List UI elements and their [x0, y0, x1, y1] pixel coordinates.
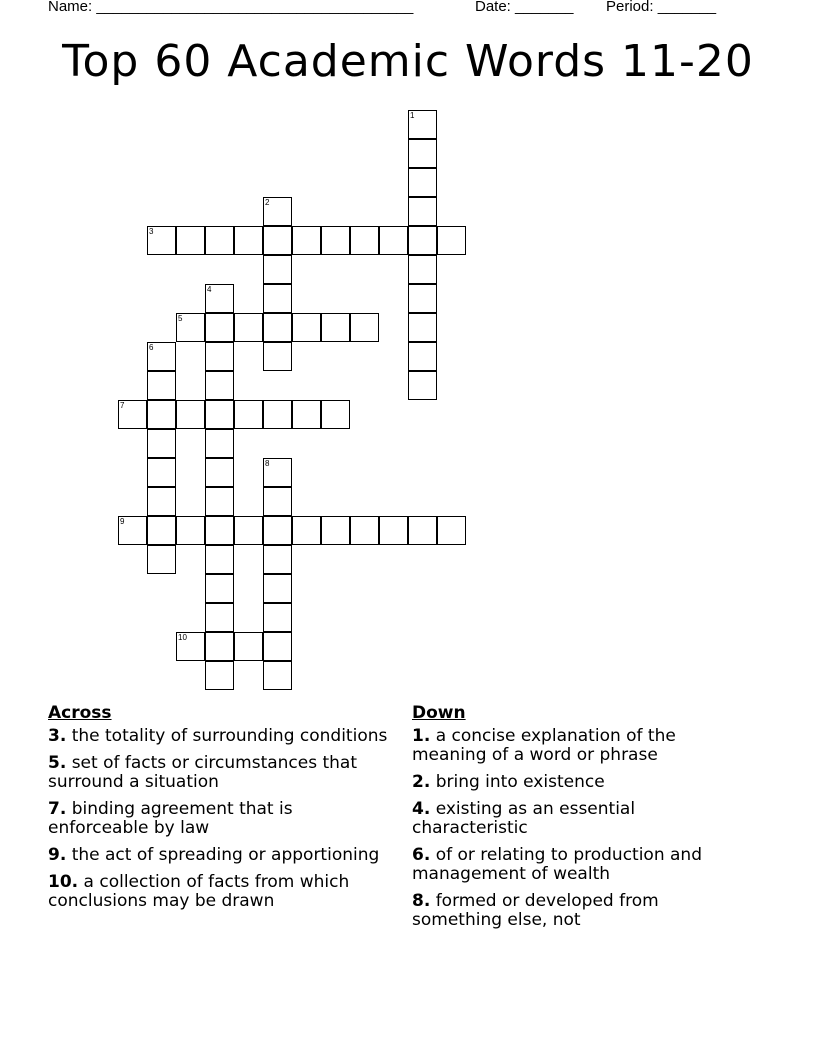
crossword-cell[interactable]: [292, 400, 321, 429]
crossword-cell[interactable]: [408, 371, 437, 400]
crossword-cell[interactable]: [379, 516, 408, 545]
cell-number: 3: [149, 227, 154, 236]
name-field[interactable]: Name: ______________________________________: [48, 0, 414, 15]
crossword-cell[interactable]: [234, 632, 263, 661]
clue-number: 1.: [412, 726, 431, 746]
crossword-cell[interactable]: [147, 371, 176, 400]
crossword-cell[interactable]: [205, 429, 234, 458]
crossword-cell[interactable]: [147, 487, 176, 516]
clue-number: 10.: [48, 872, 79, 892]
clue-number: 7.: [48, 799, 67, 819]
crossword-cell[interactable]: [147, 545, 176, 574]
crossword-cell[interactable]: [263, 255, 292, 284]
across-clue: [48, 754, 393, 792]
period-field[interactable]: Period: _______: [606, 0, 717, 15]
crossword-cell[interactable]: [408, 139, 437, 168]
down-clue: [412, 773, 752, 792]
crossword-cell[interactable]: [292, 226, 321, 255]
crossword-cell[interactable]: [350, 226, 379, 255]
crossword-cell[interactable]: [147, 516, 176, 545]
page-title: Top 60 Academic Words 11-20: [62, 36, 754, 87]
crossword-cell[interactable]: [205, 458, 234, 487]
crossword-cell[interactable]: [321, 313, 350, 342]
crossword-cell[interactable]: [321, 400, 350, 429]
crossword-cell[interactable]: [205, 603, 234, 632]
clue-text: existing as an essential characteristic: [412, 799, 636, 838]
crossword-cell[interactable]: [205, 342, 234, 371]
crossword-cell[interactable]: [263, 632, 292, 661]
crossword-cell[interactable]: [118, 516, 147, 545]
crossword-cell[interactable]: [350, 516, 379, 545]
across-heading: Across: [48, 703, 112, 723]
across-clue: [48, 873, 393, 911]
crossword-cell[interactable]: [408, 342, 437, 371]
crossword-cell[interactable]: [234, 400, 263, 429]
crossword-cell[interactable]: [263, 342, 292, 371]
crossword-cell[interactable]: [234, 226, 263, 255]
clue-text: bring into existence: [430, 772, 605, 792]
clue-text: a collection of facts from which conclusions may be drawn: [48, 872, 350, 911]
crossword-cell[interactable]: [292, 313, 321, 342]
clue-number: 8.: [412, 891, 431, 911]
cell-number: 2: [265, 198, 270, 207]
clue-text: set of facts or circumstances that surround a situation: [48, 753, 358, 792]
clue-number: 3.: [48, 726, 67, 746]
clue-text: the act of spreading or apportioning: [66, 845, 380, 865]
crossword-cell[interactable]: [176, 400, 205, 429]
crossword-cell[interactable]: [205, 400, 234, 429]
crossword-cell[interactable]: [263, 545, 292, 574]
crossword-cell[interactable]: [205, 487, 234, 516]
cell-number: 4: [207, 285, 212, 294]
crossword-cell[interactable]: [263, 226, 292, 255]
clue-number: 5.: [48, 753, 67, 773]
crossword-cell[interactable]: [437, 226, 466, 255]
across-clues: [48, 703, 393, 919]
crossword-cell[interactable]: [147, 342, 176, 371]
crossword-cell[interactable]: [263, 284, 292, 313]
cell-number: 8: [265, 459, 270, 468]
crossword-cell[interactable]: [408, 110, 437, 139]
crossword-cell[interactable]: [263, 574, 292, 603]
down-clue: [412, 892, 752, 930]
clue-text: the totality of surrounding conditions: [66, 726, 388, 746]
crossword-cell[interactable]: [263, 516, 292, 545]
crossword-cell[interactable]: [321, 516, 350, 545]
across-clue: [48, 846, 393, 865]
down-clue: [412, 846, 752, 884]
date-field[interactable]: Date: _______: [475, 0, 574, 15]
crossword-cell[interactable]: [205, 545, 234, 574]
cell-number: 6: [149, 343, 154, 352]
crossword-cell[interactable]: [408, 197, 437, 226]
crossword-cell[interactable]: [263, 197, 292, 226]
crossword-cell[interactable]: [176, 226, 205, 255]
clue-number: 6.: [412, 845, 431, 865]
crossword-cell[interactable]: [263, 400, 292, 429]
down-clue: [412, 800, 752, 838]
crossword-cell[interactable]: [205, 226, 234, 255]
crossword-cell[interactable]: [408, 226, 437, 255]
cell-number: 1: [410, 111, 415, 120]
crossword-cell[interactable]: [263, 458, 292, 487]
clue-text: a concise explanation of the meaning of a word or phrase: [412, 726, 676, 765]
crossword-cell[interactable]: [234, 313, 263, 342]
across-clue: [48, 727, 393, 746]
down-clues: [412, 703, 752, 938]
crossword-cell[interactable]: [408, 255, 437, 284]
crossword-cell[interactable]: [205, 574, 234, 603]
crossword-cell[interactable]: [263, 487, 292, 516]
crossword-cell[interactable]: [176, 632, 205, 661]
crossword-cell[interactable]: [408, 516, 437, 545]
crossword-cell[interactable]: [176, 516, 205, 545]
clue-number: 9.: [48, 845, 67, 865]
crossword-cell[interactable]: [205, 313, 234, 342]
clue-text: formed or developed from something else, not: [412, 891, 659, 930]
crossword-cell[interactable]: [205, 371, 234, 400]
clue-text: binding agreement that is enforceable by law: [48, 799, 293, 838]
crossword-cell[interactable]: [437, 516, 466, 545]
crossword-cell[interactable]: [292, 516, 321, 545]
crossword-cell[interactable]: [263, 603, 292, 632]
crossword-cell[interactable]: [176, 313, 205, 342]
crossword-cell[interactable]: [263, 313, 292, 342]
crossword-cell[interactable]: [147, 226, 176, 255]
crossword-cell[interactable]: [147, 429, 176, 458]
clue-number: 2.: [412, 772, 431, 792]
crossword-cell[interactable]: [350, 313, 379, 342]
clue-number: 4.: [412, 799, 431, 819]
clue-text: of or relating to production and management of wealth: [412, 845, 702, 884]
down-clue: [412, 727, 752, 765]
crossword-cell[interactable]: [147, 400, 176, 429]
crossword-cell[interactable]: [263, 661, 292, 690]
crossword-cell[interactable]: [379, 226, 408, 255]
crossword-cell[interactable]: [205, 284, 234, 313]
cell-number: 5: [178, 314, 183, 323]
crossword-cell[interactable]: [321, 226, 350, 255]
down-heading: Down: [412, 703, 466, 723]
crossword-cell[interactable]: [147, 458, 176, 487]
cell-number: 7: [120, 401, 125, 410]
across-clue: [48, 800, 393, 838]
crossword-cell[interactable]: [408, 284, 437, 313]
crossword-cell[interactable]: [408, 313, 437, 342]
crossword-cell[interactable]: [205, 516, 234, 545]
crossword-cell[interactable]: [118, 400, 147, 429]
cell-number: 9: [120, 517, 125, 526]
cell-number: 10: [178, 633, 187, 642]
crossword-cell[interactable]: [234, 516, 263, 545]
crossword-cell[interactable]: [205, 632, 234, 661]
crossword-cell[interactable]: [205, 661, 234, 690]
crossword-cell[interactable]: [408, 168, 437, 197]
